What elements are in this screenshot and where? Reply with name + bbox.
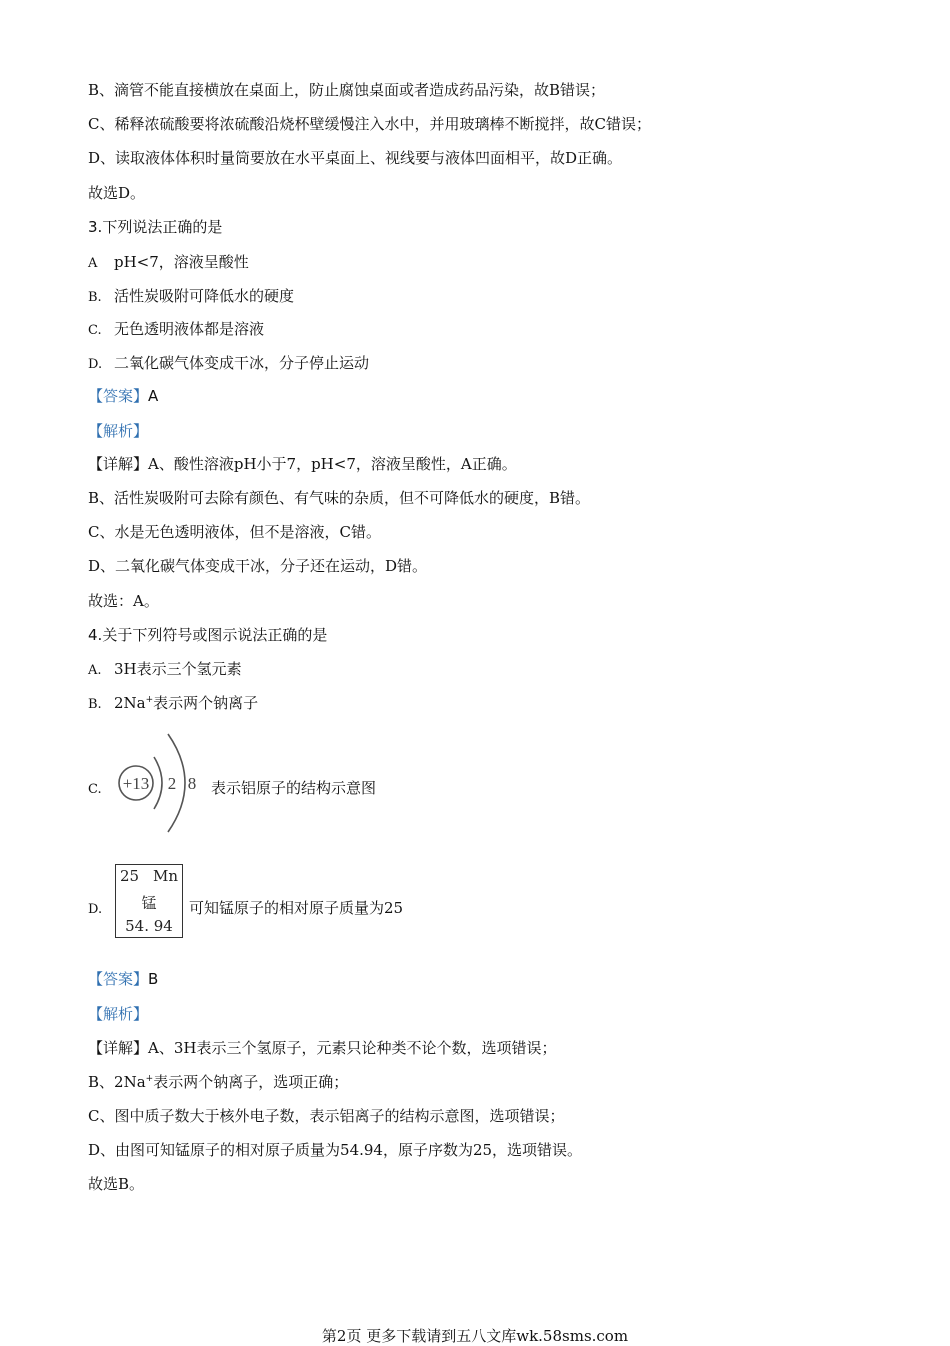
detail-label: 【详解】 xyxy=(88,455,149,473)
q4-detail-d: D、由图可知锰原子的相对原子质量为54.94，原子序数为25，选项错误。 xyxy=(88,1141,583,1159)
detail-text: 表示两个钠离子，选项正确； xyxy=(153,1073,349,1091)
q3-answer xyxy=(88,386,158,406)
shell-1-electrons: 2 xyxy=(167,774,177,793)
q3-detail-c: C、水是无色透明液体，但不是溶液，C错。 xyxy=(88,523,381,541)
option-letter: C. xyxy=(88,323,102,338)
q3-option-b xyxy=(88,286,294,308)
q4-detail-a xyxy=(88,1038,556,1058)
q3-analysis-label: 【解析】 xyxy=(88,422,149,440)
q4-analysis-label: 【解析】 xyxy=(88,1005,149,1023)
prev-analysis-line-d: D、读取液体体积时量筒要放在水平桌面上、视线要与液体凹面相平，故D正确。 xyxy=(88,149,623,167)
question-number: 4. xyxy=(88,626,103,644)
option-letter: B. xyxy=(88,697,102,712)
element-name: 锰 xyxy=(141,894,157,912)
option-letter: A xyxy=(88,256,98,271)
option-letter: D. xyxy=(88,902,103,917)
q3-option-a xyxy=(88,252,249,274)
q4-answer xyxy=(88,969,158,989)
option-letter: A. xyxy=(88,663,102,678)
q4-detail-c: C、图中质子数大于核外电子数，表示铝离子的结构示意图，选项错误； xyxy=(88,1107,565,1125)
q4-option-a xyxy=(88,659,242,681)
option-text: 3H表示三个氢元素 xyxy=(114,660,242,678)
option-formula: 2Na xyxy=(114,694,146,712)
option-text: 活性炭吸附可降低水的硬度 xyxy=(114,287,295,305)
q4-option-c-text: 表示铝原子的结构示意图 xyxy=(211,779,377,797)
question-3-stem xyxy=(88,217,222,237)
q3-option-c xyxy=(88,319,264,341)
q4-detail-b xyxy=(88,1072,348,1092)
prev-analysis-line-c: C、稀释浓硫酸要将浓硫酸沿烧杯壁缓慢注入水中，并用玻璃棒不断搅拌，故C错误； xyxy=(88,115,651,133)
q4-option-b xyxy=(88,693,258,715)
prev-conclusion: 故选D。 xyxy=(88,184,146,202)
q4-conclusion: 故选B。 xyxy=(88,1175,145,1193)
q3-detail-a xyxy=(88,454,517,474)
option-letter: D. xyxy=(88,357,103,372)
shell-2-electrons: 8 xyxy=(187,774,197,793)
detail-label: 【详解】 xyxy=(88,1039,149,1057)
answer-label: 【答案】 xyxy=(88,387,149,405)
q4-option-c-letter xyxy=(88,778,114,800)
answer-label: 【答案】 xyxy=(88,970,149,988)
atomic-structure-diagram xyxy=(112,730,202,836)
option-letter: C. xyxy=(88,782,102,797)
option-text: 二氧化碳气体变成干冰，分子停止运动 xyxy=(114,354,370,372)
prev-analysis-line-b: B、滴管不能直接横放在桌面上，防止腐蚀桌面或者造成药品污染，故B错误； xyxy=(88,81,606,99)
charge-sup: + xyxy=(145,1074,154,1084)
option-text: 表示两个钠离子 xyxy=(153,694,259,712)
answer-value: A xyxy=(148,387,159,405)
element-symbol: Mn xyxy=(152,867,178,885)
charge-sup: + xyxy=(145,695,154,705)
option-text: 无色透明液体都是溶液 xyxy=(114,320,265,338)
q4-option-d-text: 可知锰原子的相对原子质量为25 xyxy=(189,899,404,917)
question-4-stem xyxy=(88,625,327,645)
option-text: pH<7，溶液呈酸性 xyxy=(114,253,249,271)
detail-text: A、酸性溶液pH小于7，pH<7，溶液呈酸性，A正确。 xyxy=(148,455,517,473)
q3-option-d xyxy=(88,353,369,375)
nucleus-charge: +13 xyxy=(122,774,150,793)
q4-option-d-letter xyxy=(88,898,114,920)
atomic-mass: 54. 94 xyxy=(125,917,173,935)
question-text: 关于下列符号或图示说法正确的是 xyxy=(102,626,328,644)
element-cell-manganese xyxy=(115,864,183,938)
detail-formula: B、2Na xyxy=(88,1073,146,1091)
q3-detail-b: B、活性炭吸附可去除有颜色、有气味的杂质，但不可降低水的硬度，B错。 xyxy=(88,489,591,507)
question-text: 下列说法正确的是 xyxy=(102,218,223,236)
page-footer: 第2页 更多下载请到五八文库wk.58sms.com xyxy=(321,1327,629,1345)
q3-detail-d: D、二氧化碳气体变成干冰，分子还在运动，D错。 xyxy=(88,557,428,575)
detail-text: A、3H表示三个氢原子，元素只论种类不论个数，选项错误； xyxy=(148,1039,557,1057)
atomic-number: 25 xyxy=(120,867,140,885)
option-letter: B. xyxy=(88,290,102,305)
q3-conclusion: 故选：A。 xyxy=(88,592,159,610)
answer-value: B xyxy=(148,970,159,988)
question-number: 3. xyxy=(88,218,103,236)
